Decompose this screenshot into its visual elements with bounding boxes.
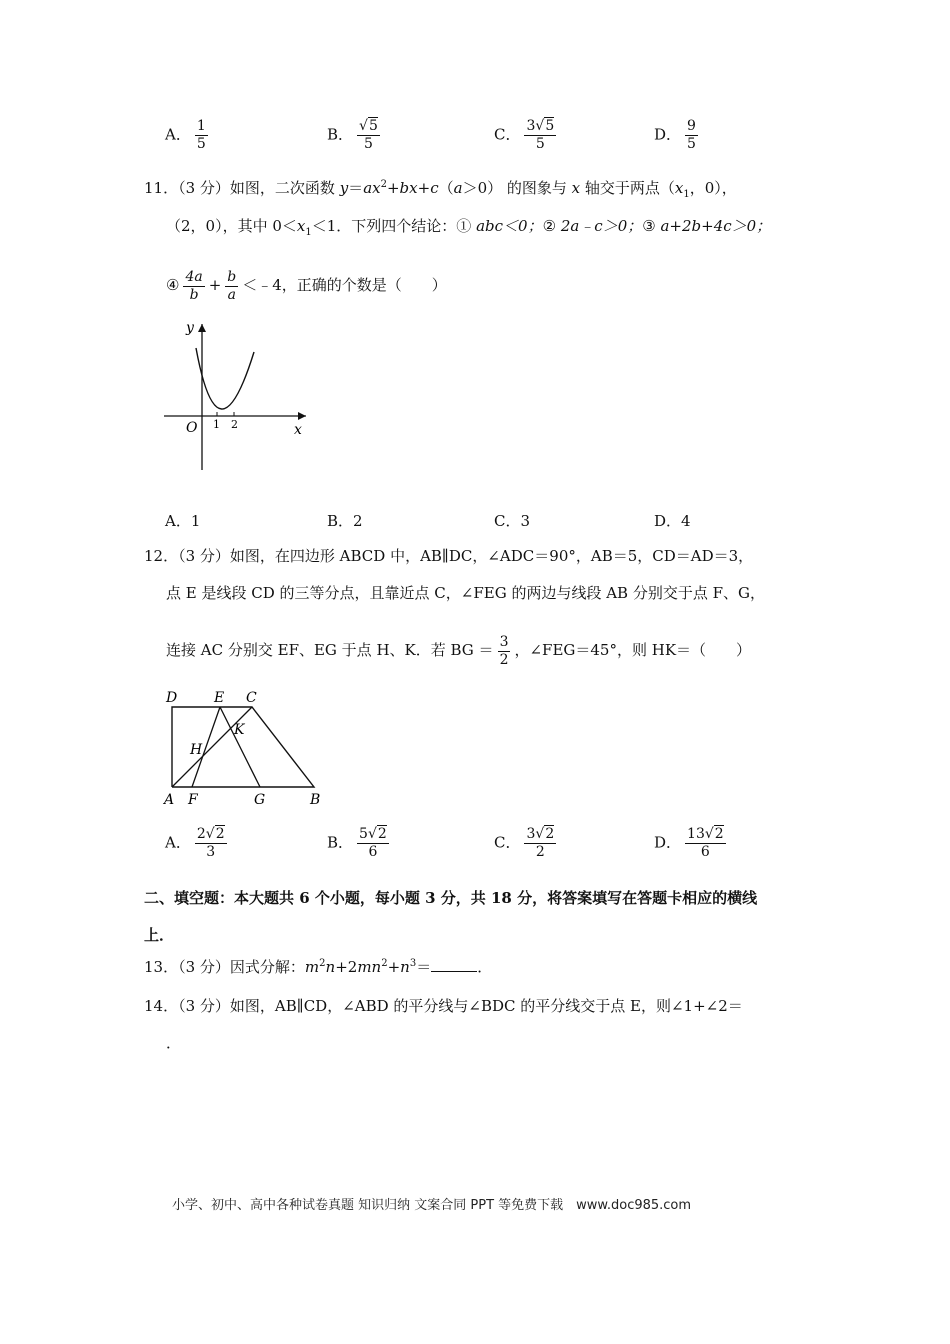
q12-quadrilateral-figure	[160, 684, 330, 810]
svg-text:G: G	[254, 792, 266, 808]
q12-option-c: C． $\frac{3√2}{2}$	[494, 826, 555, 860]
graph-label-y: y	[186, 320, 194, 336]
q12-line1: 12．（3 分）如图，在四边形 ABCD 中，AB∥DC，∠ADC＝90°，AB＝5，CD＝AD＝3，	[144, 547, 754, 565]
q11-option-a: A．1	[165, 512, 201, 530]
q10-option-b: B． $\frac{√5}{5}$	[327, 118, 378, 152]
q11-option-b: B．2	[327, 512, 363, 530]
graph-x-arrow	[298, 412, 306, 420]
q12-option-b: B． $\frac{5√2}{6}$	[327, 826, 387, 860]
svg-text:H: H	[190, 742, 203, 758]
q10-option-c: C． $\frac{3√5}{5}$	[494, 118, 555, 152]
graph-tick-1: 1	[213, 418, 220, 431]
q11-parabola-graph	[160, 318, 310, 476]
graph-y-arrow	[198, 324, 206, 332]
section2-heading-line2: 上．	[144, 926, 175, 944]
graph-label-origin: O	[186, 420, 198, 436]
q13-answer-blank[interactable]	[431, 957, 477, 972]
q14-line1: 14．（3 分）如图，AB∥CD，∠ABD 的平分线与∠BDC 的平分线交于点 E，则∠1+∠2＝	[144, 997, 743, 1015]
q12-option-d: D． $\frac{13√2}{6}$	[654, 826, 724, 860]
q11-line3: ④ $\frac{4a}{b}$ + $\frac{b}{a}$ ＜﹣4，正确的个数是（ ）	[166, 268, 447, 303]
q14-line2: ．	[166, 1034, 182, 1052]
svg-text:A: A	[164, 792, 175, 808]
svg-text:D: D	[166, 690, 178, 706]
q10-option-d: D． $\frac{9}{5}$	[654, 118, 696, 152]
svg-text:F: F	[188, 792, 198, 808]
q10-option-a: A． $\frac{1}{5}$	[165, 118, 206, 152]
q12-line2: 点 E 是线段 CD 的三等分点，且靠近点 C，∠FEG 的两边与线段 AB 分别交于点 F、G，	[166, 584, 765, 602]
q11-option-d: D．4	[654, 512, 691, 530]
svg-text:B: B	[310, 792, 321, 808]
q11-line1: 11．（3 分）如图，二次函数 $y=ax^2+bx+c(a>0)$ 的图象与 x 轴交于两点（$x_1$，0），	[144, 179, 737, 200]
graph-label-x: x	[294, 422, 302, 438]
page-footer: 小学、初中、高中各种试卷真题 知识归纳 文案合同 PPT 等免费下载 www.doc985.com	[172, 1198, 692, 1213]
q13-line: 13．（3 分）因式分解：$m^2n+2mn^2+n^3=$ ．	[144, 958, 493, 976]
graph-parabola-curve	[196, 348, 254, 409]
svg-text:K: K	[234, 722, 245, 738]
q11-line2: （2，0），其中 $0<x_1<1$．下列四个结论：① abc＜0；② 2a﹣c＞0；③ a+2b+4c＞0；	[166, 217, 772, 238]
svg-text:C: C	[246, 690, 257, 706]
graph-tick-2: 2	[231, 418, 238, 431]
q11-option-c: C．3	[494, 512, 531, 530]
svg-text:E: E	[214, 690, 225, 706]
q12-line3: 连接 AC 分别交 EF、EG 于点 H、K．若 BG ＝ $\frac{3}{2}$ ，∠FEG＝45°，则 HK＝（ ）	[166, 633, 752, 668]
q12-option-a: A． $\frac{2√2}{3}$	[165, 826, 225, 860]
section2-heading-line1: 二、填空题：本大题共 6 个小题，每小题 3 分，共 18 分，将答案填写在答题卡相应的横线	[144, 889, 758, 907]
